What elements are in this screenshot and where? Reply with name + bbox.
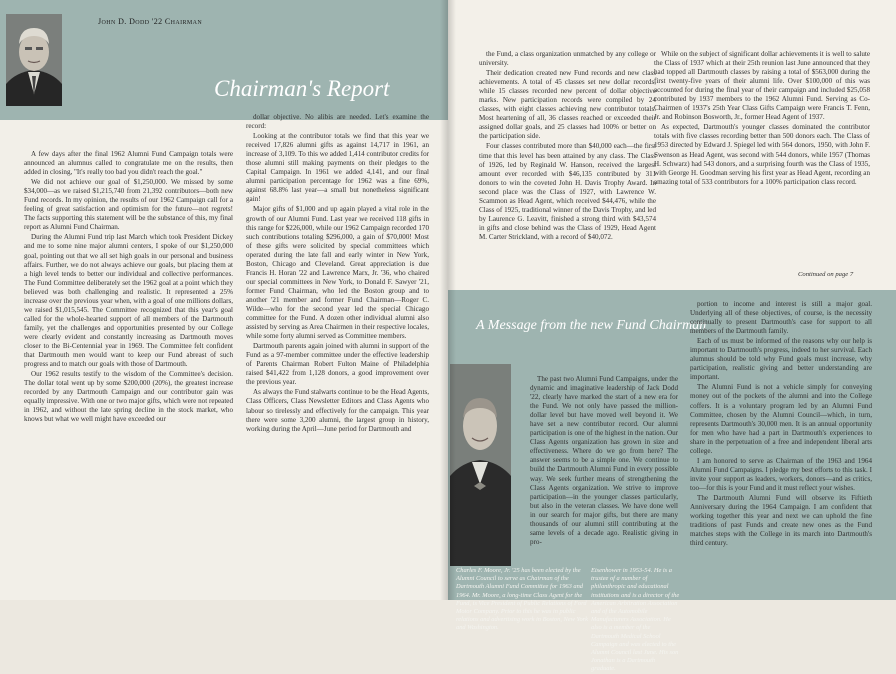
paragraph: While on the subject of significant dollar achievements it is well to salute the Class of 1937 which at their 25th reunion last June announced that they had topped all Dartmouth classes by raising a total of $563,000 during the first twenty-five years of their alumni life. Over $100,000 of this was accounted for during the final year of their campaign and included $25,058 contributed by 1937 members to the 1962 Alumni Fund. Serving as Co-Chairmen of 1937's 25th Year Class Gifts Campaign were Francis T. Fenn, Jr. and Robinson Bosworth, Jr., former Head Agent of 1937. <box>654 50 870 122</box>
paragraph: the Fund, a class organization unmatched by any college or university. <box>479 50 656 68</box>
new-chairman-portrait <box>450 364 511 566</box>
paragraph: Our 1962 results testify to the wisdom of the Committee's decision. The dollar total went up by some $200,000 (20%), the greatest increase recorded by any Dartmouth Campaign and our contributor gain was equally impressive. With one or two major gifts, which were not repeated in 1962, and without the late spring decline in the stock market, who knows but what we well might have exceeded our <box>24 370 233 424</box>
right-column-1 <box>479 50 656 243</box>
left-column-1 <box>24 150 233 425</box>
right-page <box>448 0 896 673</box>
paragraph: Looking at the contributor totals we find that this year we received 17,826 alumni gifts as against 14,717 in 1961, an increase of 3,109. To this we added 1,414 contributor credits for those alumni still making payments on their pledges to the Capital Campaign. In 1961 we added 4,141, and our final alumni participation percentage for 1962 was a fine 69%, against 68.8% last year—a small but nonetheless significant gain! <box>246 132 429 204</box>
paragraph: A few days after the final 1962 Alumni Fund Campaign totals were announced an alumnus called to congratulate me on the results, then added in closing, "It's really too bad you didn't reach the goal." <box>24 150 233 177</box>
paragraph: As expected, Dartmouth's younger classes dominated the contributor totals with five classes recording better than 500 donors each. The Class of 1953 directed by Edward J. Spiegel led with 564 donors, 1950, with John F. Swenson as Head Agent, was second with 544 donors, while 1957 (Thomas H. Schwarz) had 543 donors, and a surprising fourth was the Class of 1935, with George H. Goodman serving his first year as Head Agent, recording an amazing total of 533 contributors for a 100% participation class record. <box>654 123 870 186</box>
paragraph: portion to income and interest is still a major goal. Underlying all of these objectives, of course, is the necessity continually to present Dartmouth's case for support to all members of the Dartmouth family. <box>690 300 872 336</box>
page-gutter <box>440 0 456 600</box>
caption-left: Charles F. Moore, Jr. '25 has been elected by the Alumni Council to serve as Chairman of the Dartmouth Alumni Fund Committee for 1963 and 1964. Mr. Moore, a long-time Class Agent for the Fund, is Vice President of Public Relations of Ford Motor Company. Prior to this he was in public relations and advertising work in Boston, New York and Washington. <box>456 567 588 632</box>
continued-note: Continued on page 7 <box>798 271 854 278</box>
left-page <box>0 0 448 600</box>
paragraph: dollar objective. No alibis are needed. Let's examine the record: <box>246 113 429 131</box>
paragraph: The Alumni Fund is not a vehicle simply for conveying money out of the pockets of the alumni and into the College coffers. It is a voluntary program led by an Alumni Fund Committee, chosen by the Alumni Council—which, in turn, represents Dartmouth's 30,000 men. It is an annual opportunity for men who have had a part in Dartmouth's experiences to share in the perpetuation of a free and independent liberal arts college. <box>690 383 872 455</box>
message-title: A Message from the new Fund Chairman <box>476 318 707 333</box>
chairman-portrait <box>6 14 62 106</box>
caption-right: Eisenhower in 1953-54. He is a trustee of a number of philanthropic and educational institutions and is a director of the American Arbitration Association and of the Automobile Manufacturers Association. He also is a member of the Dartmouth Medical School Campaign and was elected to the Alumni Council last June. His son Jonathan is a Dartmouth graduate. <box>591 567 680 673</box>
header-byline: John D. Dodd '22 Chairman <box>98 17 203 26</box>
paragraph: As always the Fund stalwarts continue to be the Head Agents, Class Officers, Class Newsletter Editors and Class Agents who labour so tirelessly and effectively for the campaign. This year there were some 3,200 alumni, the largest group in history, working during the April—June period for Dartmouth and <box>246 388 429 433</box>
paragraph: Their dedication created new Fund records and new class achievements. A total of 45 classes set new dollar records, while 15 classes recorded new percent of dollar objective marks. New participation records were compiled by 24 classes, with eight classes achieving new contributor totals. Most heartening of all, 36 classes reached or exceeded their assigned dollar goals, and 25 classes had 100% or better on the participation side. <box>479 69 656 141</box>
paragraph: During the Alumni Fund trip last March which took President Dickey and me to some nine major alumni centers, I spoke of our $1,250,000 goal, pointing out that we all set high goals in our personal and business affairs. Further, we do not always achieve our goals, but placing them at a high level tends to better our individual and collective performances. The Fund Committee deliberately set the 1962 goal at a point which they believed was both challenging and realistic. It represented a 25% increase over the previous year when, with a goal of one millions dollars, we raised $1,015,545. The Committee recognized that this year's goal called for the whole-hearted support of all members of the Dartmouth family, yet the challenges and opportunities presented by our College were clearly evident and constantly increasing as Dartmouth moves closer to the Bi-Centennial year in 1969. The Committee felt confident that Dartmouth men would want to keep our Fund abreast of such progress and to match our goals with those of Dartmouth. <box>24 233 233 369</box>
paragraph: The past two Alumni Fund Campaigns, under the dynamic and imaginative leadership of Jack Dodd '22, clearly have marked the start of a new era for the Fund. We not only have passed the million-dollar level but have moved well beyond it. We have set a new contributor record. Our alumni participation is one of the highest in the nation. Our Class Agents organization has grown in size and effectiveness. Where do we go from here? The answer seems to be a simple one. We continue to build the Dartmouth Alumni Fund in every possible way. We seek further means of strengthening the Class Agents organization. We strive to improve participation—in the younger classes particularly, but also in the veteran classes. We have done well in our search for major gifts, but there are many thousands of our alumni still contributing at the same levels of a decade ago. Realistic giving in pro- <box>530 375 678 546</box>
paragraph: I am honored to serve as Chairman of the 1963 and 1964 Alumni Fund Campaigns. I pledge my best efforts to this task. I invite your support as leaders, workers, donors—and as critics, too—for this is your Fund and it must reflect your wishes. <box>690 456 872 492</box>
paragraph: The Dartmouth Alumni Fund will observe its Fiftieth Anniversary during the 1964 Campaign. I am confident that working together this year and next we can uphold the fine traditions of past Funds and create new ones as the Fund matches steps with the College in its march into Dartmouth's third century. <box>690 493 872 548</box>
message-column-2 <box>690 300 872 549</box>
paragraph: Dartmouth parents again joined with alumni in support of the Fund as a 97-member committee under the effective leadership of Parents Chairman Robert Fulton Maine of Philadelphia raised $41,422 from 1,128 donors, a good improvement over the previous year. <box>246 342 429 387</box>
right-column-2 <box>654 50 870 188</box>
paragraph: We did not achieve our goal of $1,250,000. We missed by some $34,000—as we raised $1,215,740 from 21,392 contributors—both new Fund records. In my opinion, the results of our 1962 Campaign call for a feeling of great satisfaction and optimism for the future—not regrets! The facts supporting this statement will be the substance of this, my final report as Alumni Fund Chairman. <box>24 178 233 232</box>
page-title: Chairman's Report <box>214 76 390 101</box>
paragraph: Four classes contributed more than $40,000 each—the first time that this level has been attained by any class. The Class of 1926, led by Reginald W. Hanson, received the largest amount ever recorded with $46,135 contributed by 311 donors to win the coveted John H. Davis Trophy Award. In second place was the Class of 1927, with Lawrence W. Scammon as Head Agent, which received $44,476, while the Class of 1925, traditional winner of the Davis Trophy, and led by Laurence G. Leavitt, finished a strong third with $43,574 in gifts and close behind was the Class of 1929, Head Agent M. Carter Strickland, with a record of $40,072. <box>479 142 656 241</box>
paragraph: Each of us must be informed of the reasons why our help is important to Dartmouth's progress, indeed to her survival. Each alumnus should be told why Fund goals must increase, why participation, realistic giving and better understanding are important. <box>690 337 872 382</box>
message-column-1 <box>530 375 678 548</box>
paragraph: Major gifts of $1,000 and up again played a vital role in the growth of our Alumni Fund. Last year we received 118 gifts in this range for $226,000, while our 1962 Campaign recorded 170 such contributions totaling $296,000, a gain of $70,000! Most of these gifts were solicited by special committees which operated during the late fall and early winter in New York, Boston, Chicago and Cleveland. Great appreciation is due Francis H. Horan '22 and Lawrence Marx, Jr. '36, who chaired our special committees in New York, to Donald F. Sawyer '21, former Fund Chairman, who led the Boston group and to another '21 member and former Fund Chairman—Roger C. Wilde—who for the second year led the special Chicago committee for the Fund. A dozen other individual alumni also assisted by serving as Area Chairmen in their respective locales, while some forty alumni served as Committee members. <box>246 205 429 341</box>
header-band <box>0 0 448 120</box>
left-column-2 <box>246 113 429 435</box>
